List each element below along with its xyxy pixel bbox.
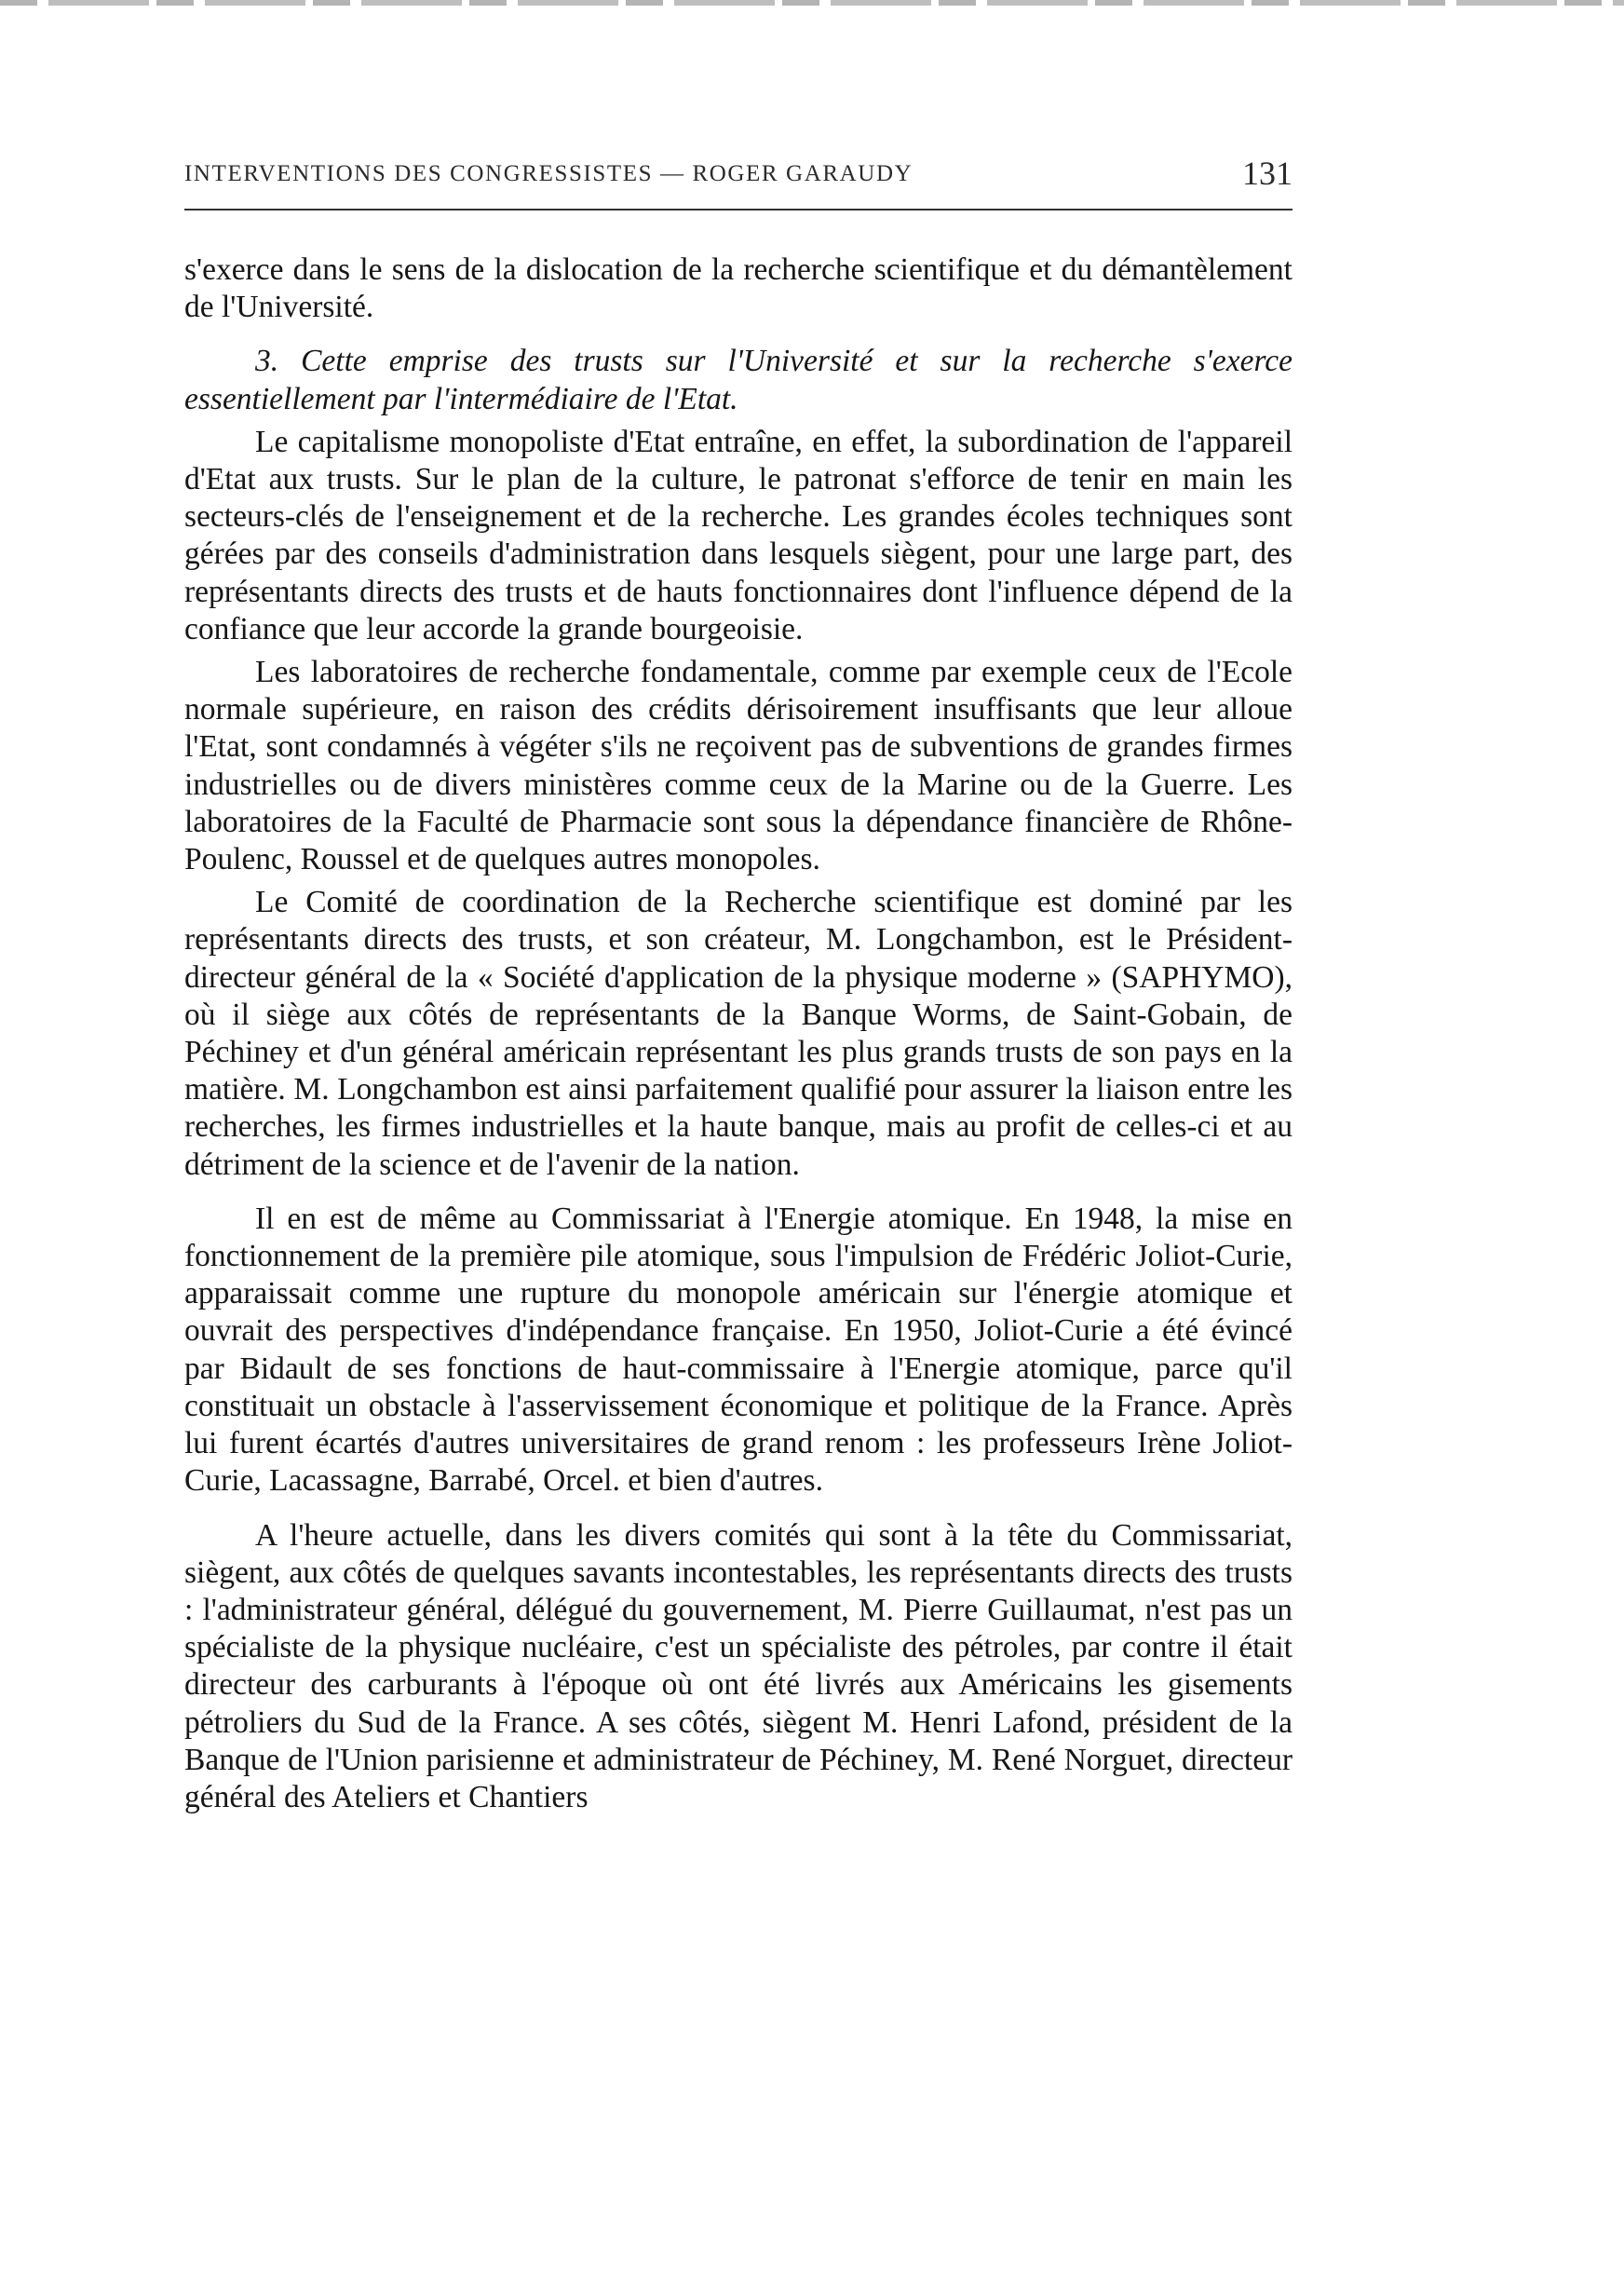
paragraph-laboratoires: Les laboratoires de recherche fondamentale, comme par exemple ceux de l'Ecole normale supérieure, en raison des crédits dérisoirement insuffisants que leur alloue l'Etat, sont condamnés à végéter s'ils ne reçoivent pas de subventions de grandes firmes industrielles ou de divers ministères comme ceux de la Marine ou de la Guerre. Les laboratoires de la Faculté de Pharmacie sont sous la dépendance financière de Rhône-Poulenc, Roussel et de quelques autres monopoles. [184,655,1292,877]
page-header [184,154,1292,200]
paragraph-capitalisme: Le capitalisme monopoliste d'Etat entraîne, en effet, la subordination de l'appareil d'Etat aux trusts. Sur le plan de la culture, le patronat s'efforce de tenir en main les secteurs-clés de l'enseignement et de la recherche. Les grandes écoles techniques sont gérées par des conseils d'administration dans lesquels siègent, pour une large part, des représentants directs des trusts et de hauts fonctionnaires dont l'influence dépend de la confiance que leur accorde la grande bourgeoisie. [184,424,1292,646]
paragraph-commissariat: Il en est de même au Commissariat à l'Energie atomique. En 1948, la mise en fonctionnement de la première pile atomique, sous l'impulsion de Frédéric Joliot-Curie, apparaissait comme une rupture du monopole américain sur l'énergie atomique et ouvrait des perspectives d'indépendance française. En 1950, Joliot-Curie a été évincé par Bidault de ses fonctions de haut-commissaire à l'Energie atomique, parce qu'il constituait un obstacle à l'asservissement économique et politique de la France. Après lui furent écartés d'autres universitaires de grand renom : les professeurs Irène Joliot-Curie, Lacassagne, Barrabé, Orcel. et bien d'autres. [184,1201,1292,1499]
page-number: 131 [1242,155,1292,192]
running-head: INTERVENTIONS DES CONGRESSISTES — ROGER GARAUDY [184,161,914,186]
section-heading-3: 3. Cette emprise des trusts sur l'Université et sur la recherche s'exerce essentiellement par l'intermédiaire de l'Etat. [184,344,1292,416]
header-rule [184,209,1292,210]
body-text [184,251,1292,1816]
paragraph-continuation: s'exerce dans le sens de la dislocation de la recherche scientifique et du démantèlement de l'Université. [184,252,1292,325]
paragraph-comite: Le Comité de coordination de la Recherche scientifique est dominé par les représentants directs des trusts, et son créateur, M. Longchambon, est le Président-directeur général de la « Société d'application de la physique moderne » (SAPHYMO), où il siège aux côtés de représentants de la Banque Worms, de Saint-Gobain, de Péchiney et d'un général américain représentant les plus grands trusts de son pays en la matière. M. Longchambon est ainsi parfaitement qualifié pour assurer la liaison entre les recherches, les firmes industrielles et la haute banque, mais au profit de celles-ci et au détriment de la science et de l'avenir de la nation. [184,885,1292,1182]
paragraph-heure-actuelle: A l'heure actuelle, dans les divers comités qui sont à la tête du Commissariat, siègent, aux côtés de quelques savants incontestables, les représentants directs des trusts : l'administrateur général, délégué du gouvernement, M. Pierre Guillaumat, n'est pas un spécialiste de la physique nucléaire, c'est un spécialiste des pétroles, par contre il était directeur des carburants à l'époque où ont été livrés aux Américains les gisements pétroliers du Sud de la France. A ses côtés, siègent M. Henri Lafond, président de la Banque de l'Union parisienne et administrateur de Péchiney, M. René Norguet, directeur général des Ateliers et Chantiers [184,1517,1292,1814]
scan-top-edge [0,0,1624,6]
